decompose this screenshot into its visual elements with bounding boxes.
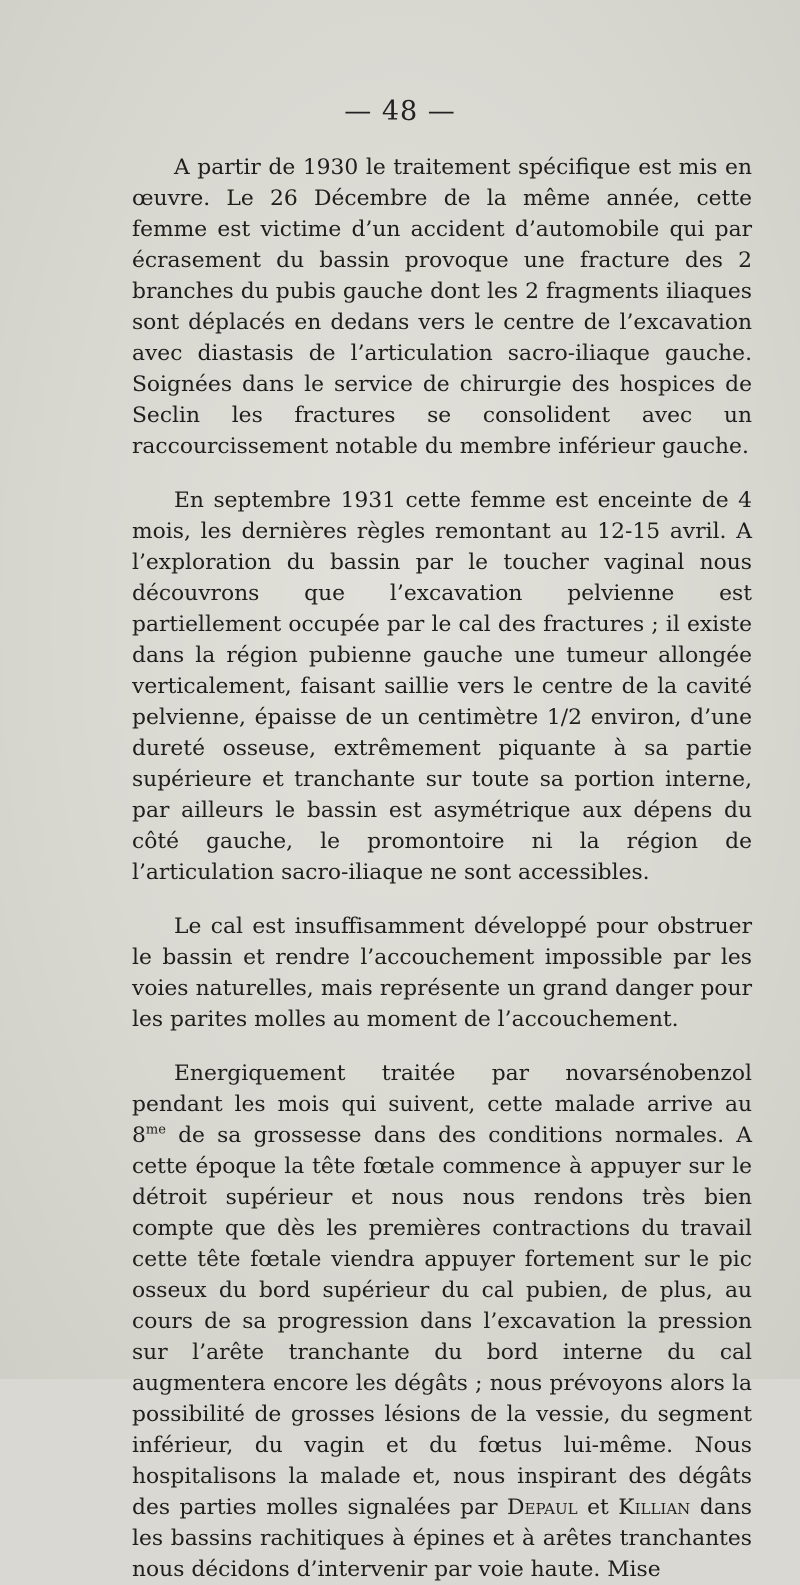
body-text xyxy=(132,152,752,1585)
paragraph-4 xyxy=(132,1058,752,1585)
paragraph-1: A partir de 1930 le traitement spécifique est mis en œuvre. Le 26 Décembre de la même année, cette femme est victime d’un accident d’automobile qui par écrasement du bassin provoque une fracture des 2 branches du pubis gauche dont les 2 fragments iliaques sont déplacés en dedans vers le centre de l’excavation avec diastasis de l’articulation sacro-iliaque gauche. Soignées dans le service de chirurgie des hospices de Seclin les fractures se consolident avec un raccourcissement notable du membre inférieur gauche. xyxy=(132,155,752,459)
paragraph-2: En septembre 1931 cette femme est enceinte de 4 mois, les dernières règles remontant au 12-15 avril. A l’exploration du bassin par le toucher vaginal nous découvrons que l’excavation pelvienne est partiellement occupée par le cal des fractures ; il existe dans la région pubienne gauche une tumeur allongée verticalement, faisant saillie vers le centre de la cavité pelvienne, épaisse de un centimètre 1/2 environ, d’une dureté osseuse, extrêmement piquante à sa partie supérieure et tranchante sur toute sa portion interne, par ailleurs le bassin est asymétrique aux dépens du côté gauche, le promontoire ni la région de l’articulation sacro-iliaque ne sont accessibles. xyxy=(132,488,752,885)
page-number: — 48 — xyxy=(344,96,456,127)
author-name-killian: Killian xyxy=(618,1495,691,1520)
ordinal-superscript: me xyxy=(145,1122,166,1138)
paragraph-3: Le cal est insuffisamment développé pour obstruer le bassin et rendre l’accouchement impossible par les voies naturelles, mais représente un grand danger pour les parites molles au moment de l’accouchement. xyxy=(132,914,752,1032)
paragraph-4-part-1: Energiquement traitée par novarsénobenzol pendant les mois qui suivent, cette malade arrive au 8 xyxy=(132,1061,752,1148)
paragraph-4-part-2: de sa grossesse dans des conditions normales. A cette époque la tête fœtale commence à appuyer sur le détroit supérieur et nous nous rendons très bien compte que dès les premières contractions du travail cette tête fœtale viendra appuyer fortement sur le pic osseux du bord supérieur du cal pubien, de plus, au cours de sa progression dans l’excavation la pression sur l’arête tranchante du bord interne du cal augmentera encore les dégâts ; nous prévoyons alors la possibilité de grosses lésions de la vessie, du segment inférieur, du vagin et du fœtus lui-même. Nous hospitalisons la malade et, nous inspirant des dégâts des parties molles signalées par xyxy=(132,1123,752,1520)
paragraph-4-connector: et xyxy=(577,1495,619,1520)
author-name-depaul: Depaul xyxy=(507,1495,578,1520)
paragraph-4-part-3: dans les bassins rachitiques à épines et à arêtes tranchantes nous décidons d’intervenir par voie haute. Mise xyxy=(132,1495,752,1582)
